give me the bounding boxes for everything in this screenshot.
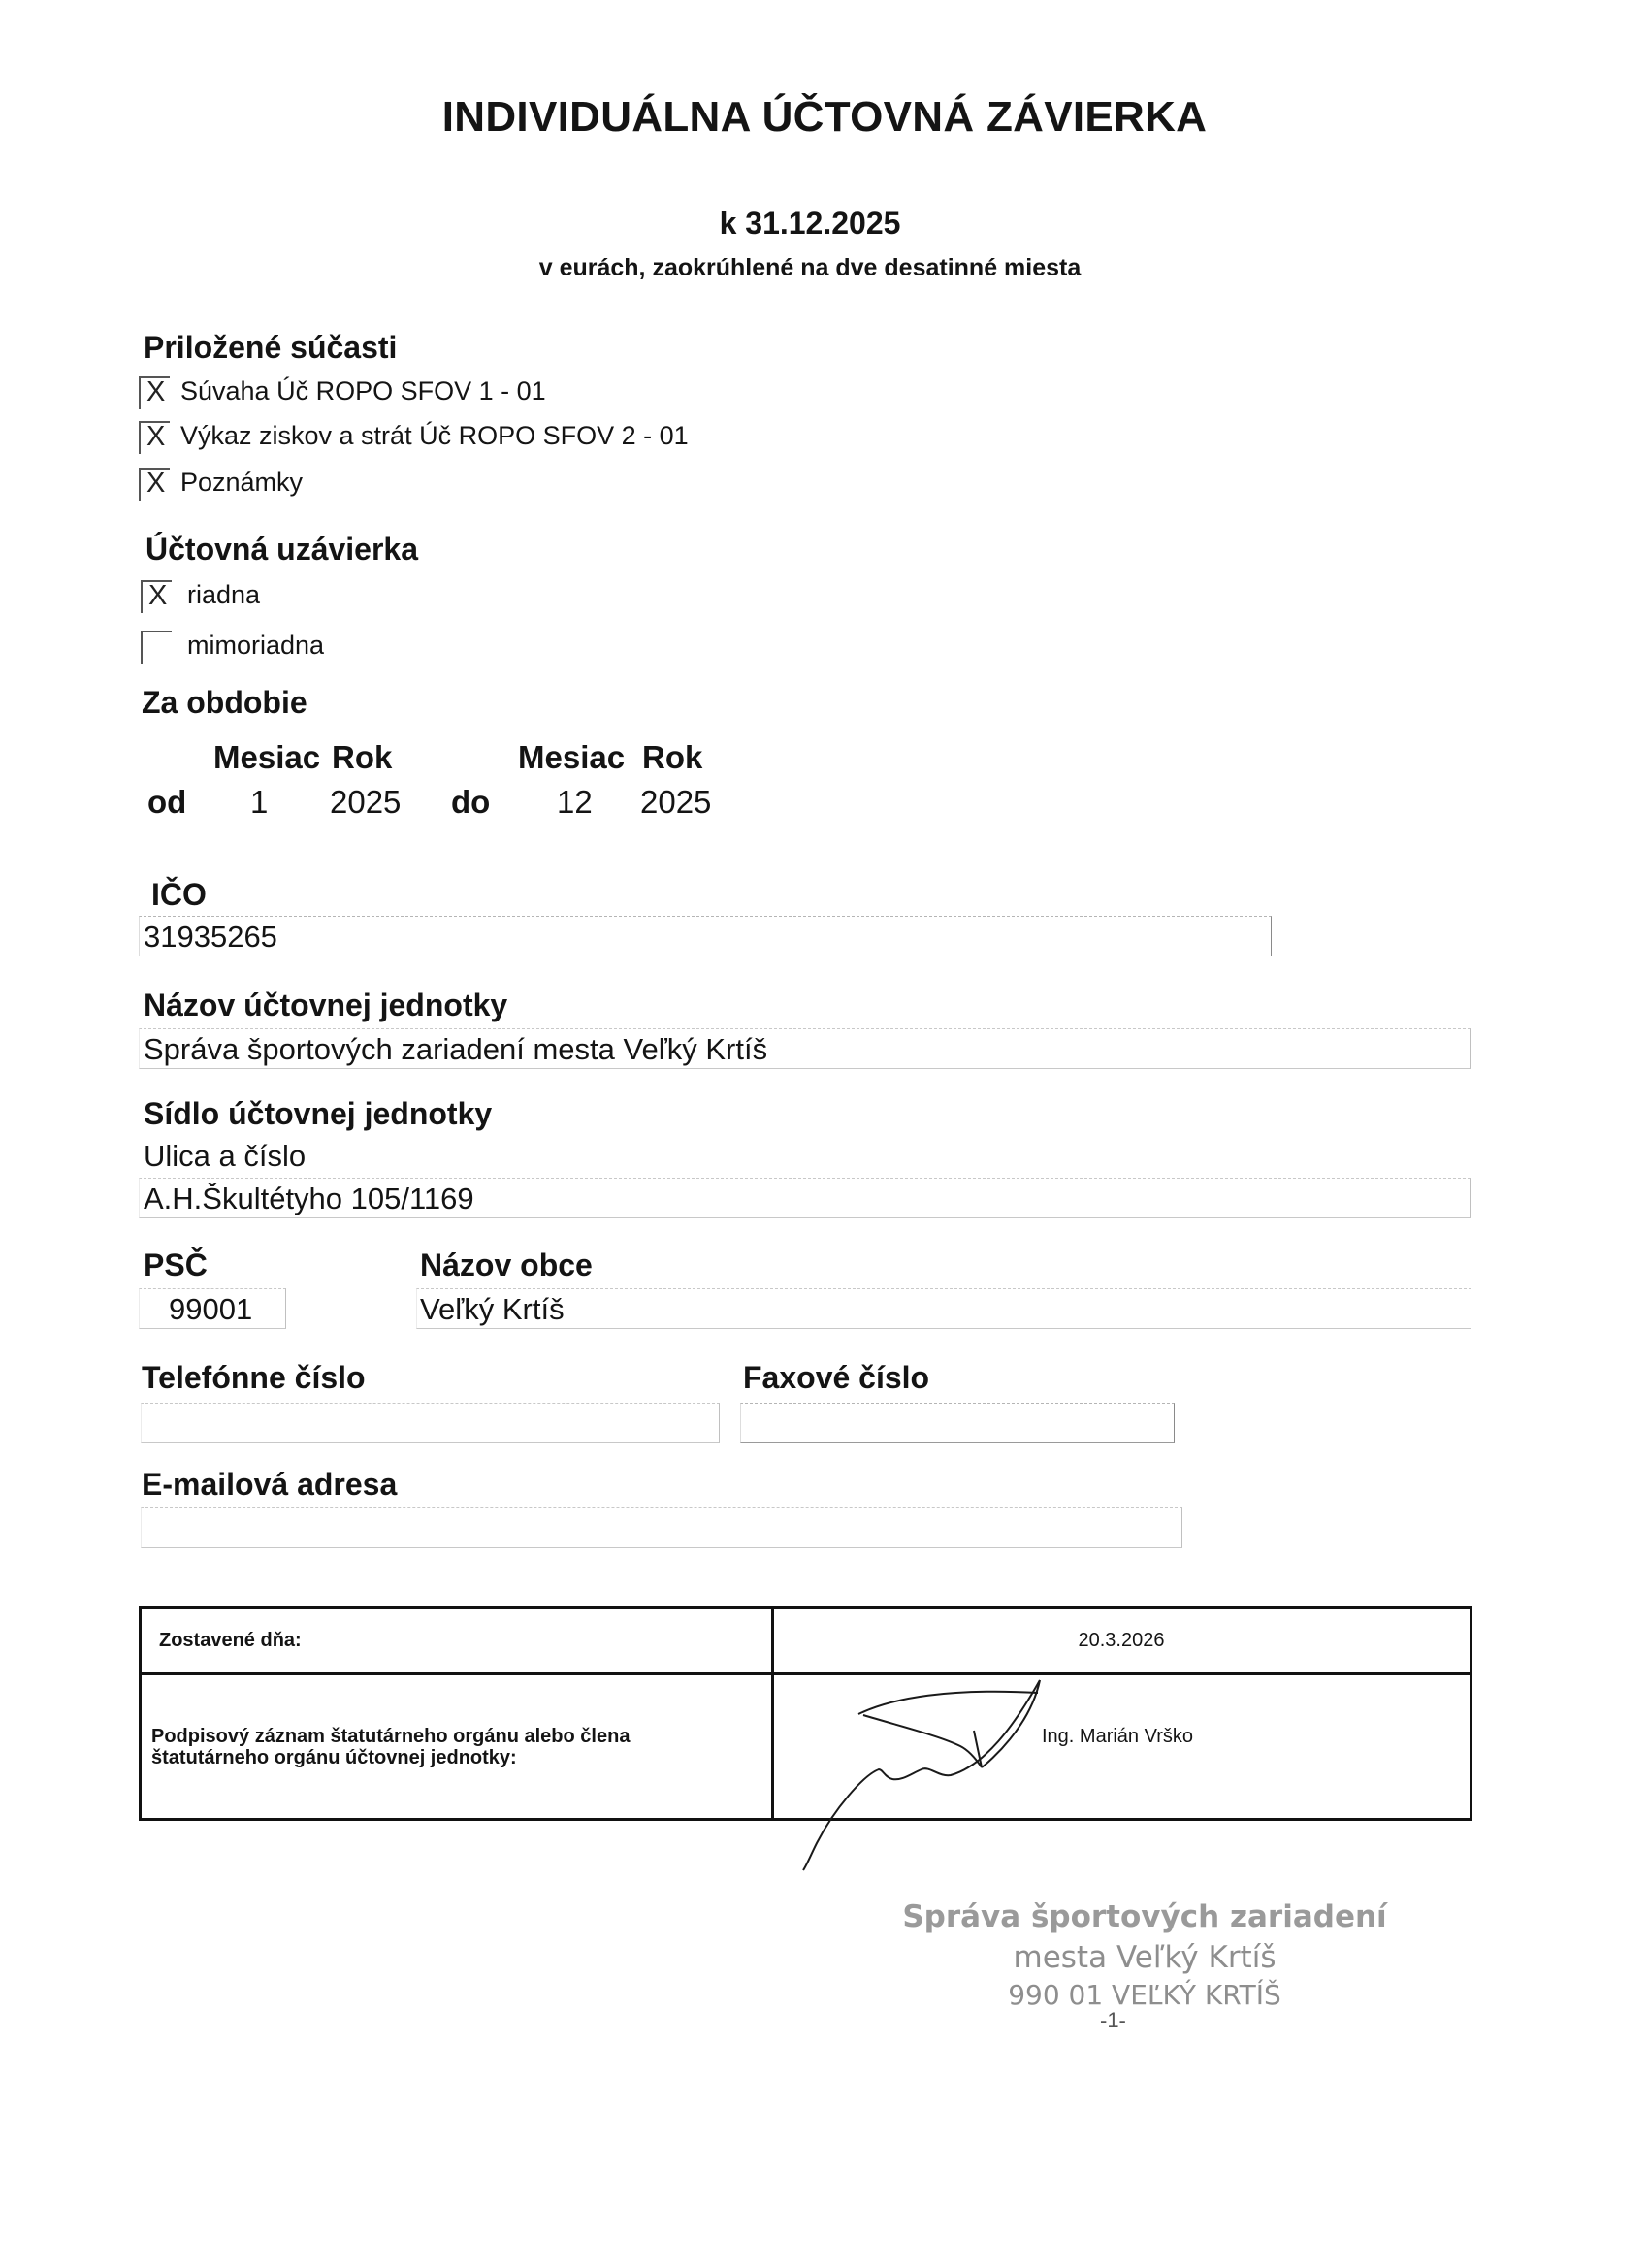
closing-heading: Účtovná uzávierka (146, 532, 419, 567)
checkbox-mark: X (146, 376, 166, 407)
phone-label: Telefónne číslo (142, 1360, 366, 1395)
period-from-year-header: Rok (332, 739, 393, 775)
checkbox-label-suvaha: Súvaha Úč ROPO SFOV 1 - 01 (180, 376, 546, 405)
seat-label: Sídlo účtovnej jednotky (144, 1096, 493, 1131)
city-label: Názov obce (420, 1247, 593, 1282)
city-value: Veľký Krtíš (420, 1292, 565, 1326)
checkbox-label-mimoriadna: mimoriadna (187, 631, 325, 660)
ico-value: 31935265 (144, 920, 277, 954)
compiled-row (141, 1608, 1471, 1674)
checkbox-poznamky[interactable] (139, 468, 170, 501)
document-date: k 31.12.2025 (719, 206, 901, 241)
ico-field[interactable] (139, 916, 1272, 956)
email-field[interactable] (141, 1507, 1182, 1548)
checkbox-label-riadna: riadna (187, 580, 261, 609)
period-from-month-header: Mesiac (213, 739, 321, 775)
document-subtitle: v eurách, zaokrúhlené na dve desatinné miesta (538, 254, 1082, 281)
signature-label-line2: štatutárneho orgánu účtovnej jednotky: (151, 1746, 517, 1768)
checkbox-vykaz[interactable] (139, 421, 170, 454)
signature-label-line1: Podpisový záznam štatutárneho orgánu alebo člena (151, 1725, 630, 1747)
document-title: INDIVIDUÁLNA ÚČTOVNÁ ZÁVIERKA (441, 93, 1208, 141)
checkbox-mark: X (146, 421, 166, 452)
fax-field[interactable] (740, 1403, 1175, 1443)
period-to-month: 12 (557, 784, 593, 820)
period-to-month-header: Mesiac (518, 739, 626, 775)
email-label: E-mailová adresa (142, 1467, 398, 1502)
psc-value: 99001 (169, 1292, 253, 1326)
unit-name-label: Názov účtovnej jednotky (144, 988, 508, 1022)
attachments-heading: Priložené súčasti (144, 330, 398, 365)
street-label: Ulica a číslo (144, 1139, 307, 1173)
checkbox-riadna[interactable] (141, 580, 172, 613)
checkbox-suvaha[interactable] (139, 376, 170, 409)
period-from-year: 2025 (330, 784, 402, 820)
signature-label-cell (141, 1674, 773, 1820)
compiled-value: 20.3.2026 (773, 1608, 1471, 1674)
checkbox-mimoriadna[interactable] (141, 631, 172, 664)
period-heading: Za obdobie (142, 685, 307, 720)
period-to-year-header: Rok (642, 739, 703, 775)
checkbox-label-vykaz: Výkaz ziskov a strát Úč ROPO SFOV 2 - 01 (180, 421, 689, 450)
stamp-line3: 990 01 VEĽKÝ KRTÍŠ (1008, 1979, 1281, 2011)
ico-label: IČO (151, 877, 207, 912)
handwritten-signature (757, 1669, 1067, 1872)
unit-name-value: Správa športových zariadení mesta Veľký Krtíš (144, 1032, 768, 1066)
compiled-label: Zostavené dňa: (141, 1608, 773, 1674)
checkbox-mark: X (146, 468, 166, 499)
street-value: A.H.Škultétyho 105/1169 (144, 1182, 474, 1215)
psc-label: PSČ (144, 1247, 208, 1282)
period-to-year: 2025 (640, 784, 712, 820)
stamp-line1: Správa športových zariadení (902, 1899, 1387, 1934)
page-number: -1- (1100, 2008, 1126, 2032)
stamp-line2: mesta Veľký Krtíš (1013, 1940, 1277, 1975)
fax-label: Faxové číslo (743, 1360, 930, 1395)
period-from-month: 1 (250, 784, 269, 820)
checkbox-label-poznamky: Poznámky (180, 468, 304, 497)
period-from-label: od (147, 784, 187, 820)
city-field[interactable] (416, 1288, 1471, 1329)
phone-field[interactable] (141, 1403, 720, 1443)
signer-name: Ing. Marián Vrško (1042, 1726, 1193, 1747)
period-to-label: do (451, 784, 491, 820)
checkbox-mark: X (148, 580, 168, 611)
